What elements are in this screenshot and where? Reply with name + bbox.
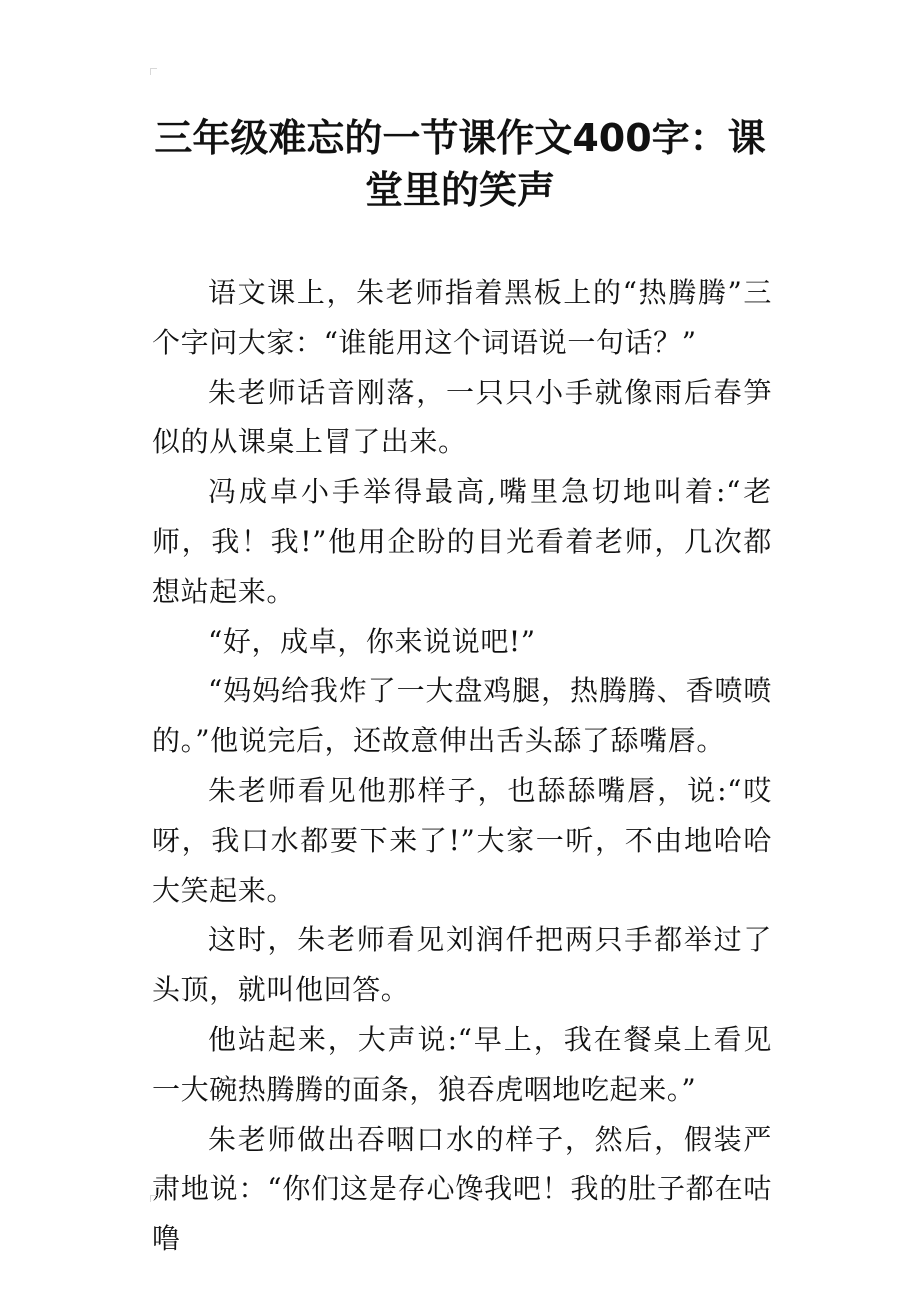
paragraph: 朱老师看见他那样子，也舔舔嘴唇，说:“哎呀，我口水都要下来了!”大家一听，不由地哈哈大笑起来。 bbox=[152, 773, 772, 907]
article-body bbox=[152, 268, 772, 1264]
paragraph: “好，成卓，你来说说吧!” bbox=[208, 624, 536, 658]
paragraph: 朱老师话音刚落，一只只小手就像雨后春笋似的从课桌上冒了出来。 bbox=[152, 375, 772, 459]
crop-mark-top bbox=[150, 68, 157, 75]
paragraph: 这时，朱老师看见刘润仟把两只手都举过了头顶，就叫他回答。 bbox=[152, 923, 772, 1007]
crop-mark-bottom bbox=[150, 1195, 157, 1202]
paragraph: 语文课上，朱老师指着黑板上的“热腾腾”三个字问大家：“谁能用这个词语说一句话？” bbox=[152, 276, 772, 359]
paragraph: 冯成卓小手举得最高,嘴里急切地叫着:“老师，我！我!”他用企盼的目光看着老师，几次都想站起来。 bbox=[152, 475, 772, 608]
paragraph: “妈妈给我炸了一大盘鸡腿，热腾腾、香喷喷的。”他说完后，还故意伸出舌头舔了舔嘴唇。 bbox=[152, 674, 772, 758]
paragraph: 他站起来，大声说:“早上，我在餐桌上看见一大碗热腾腾的面条，狼吞虎咽地吃起来。” bbox=[152, 1022, 772, 1106]
paragraph: 朱老师做出吞咽口水的样子，然后，假装严肃地说：“你们这是存心馋我吧！我的肚子都在咕噜 bbox=[152, 1122, 772, 1256]
article-title: 三年级难忘的一节课作文400字：课堂里的笑声 bbox=[154, 116, 766, 212]
